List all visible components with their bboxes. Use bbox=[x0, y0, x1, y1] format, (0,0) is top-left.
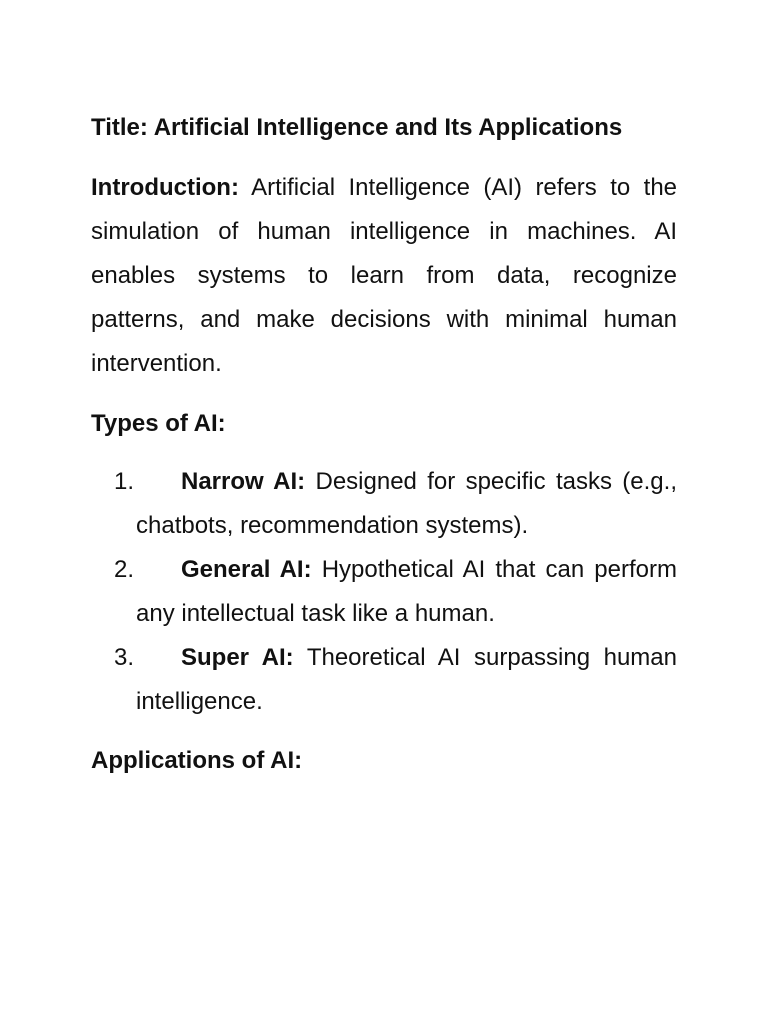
list-item-description: Hypothetical AI that can perform any intellectual task like a human. bbox=[136, 556, 677, 627]
introduction-paragraph bbox=[91, 166, 677, 386]
list-item bbox=[91, 636, 677, 724]
list-item bbox=[91, 548, 677, 636]
list-item-description: Theoretical AI surpassing human intelligence. bbox=[136, 644, 677, 715]
title-label: Title: bbox=[91, 114, 148, 141]
document-page bbox=[91, 106, 677, 783]
document-title bbox=[91, 106, 677, 150]
introduction-text: Artificial Intelligence (AI) refers to the simulation of human intelligence in machines. AI enables systems to learn from data, recognize patterns, and make decisions with minimal human intervention. bbox=[91, 174, 678, 377]
list-item-number: 3. bbox=[114, 644, 135, 671]
list-item-name: General AI: bbox=[181, 556, 312, 583]
list-item-description: Designed for specific tasks (e.g., chatbots, recommendation systems). bbox=[136, 468, 677, 539]
applications-heading: Applications of AI: bbox=[91, 747, 303, 774]
types-list bbox=[91, 460, 677, 724]
list-item-number: 1. bbox=[114, 468, 135, 495]
list-item-name: Narrow AI: bbox=[181, 468, 306, 495]
title-text: Artificial Intelligence and Its Applications bbox=[153, 114, 623, 141]
introduction-label: Introduction: bbox=[91, 174, 239, 201]
list-item-number: 2. bbox=[114, 556, 135, 583]
list-item-name: Super AI: bbox=[181, 644, 294, 671]
list-item bbox=[91, 460, 677, 548]
types-heading: Types of AI: bbox=[91, 410, 226, 437]
